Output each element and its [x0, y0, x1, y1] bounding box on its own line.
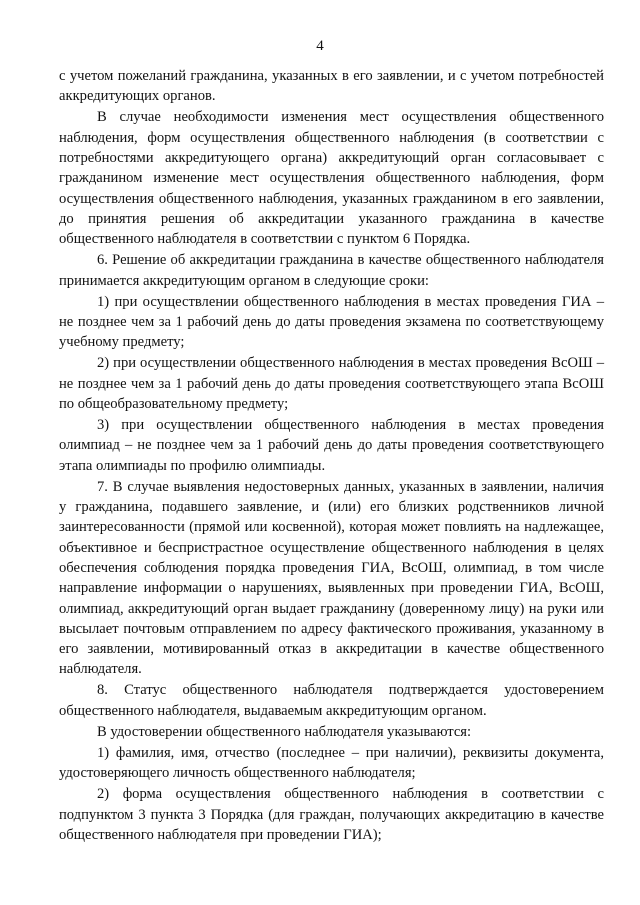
paragraph-clause-6: 6. Решение об аккредитации гражданина в качестве общественного наблюдателя принимается аккредитующим органом в следующие сроки: — [59, 252, 604, 289]
paragraph-clause-6-item-1: 1) при осуществлении общественного наблюдения в местах проведения ГИА – не позднее чем за 1 рабочий день до даты проведения экзамена по соответствующему учебному предмету; — [59, 293, 604, 351]
paragraph-continuation: с учетом пожеланий гражданина, указанных в его заявлении, и с учетом потребностей аккредитующих органов. — [59, 68, 604, 105]
paragraph-clause-7: 7. В случае выявления недостоверных данных, указанных в заявлении, наличия у гражданина, подавшего заявление, и (или) его близких родственников личной заинтересованности (прямой или косвенной), которая может повлиять на надлежащее, объективное и беспристрастное осуществление общественного наблюдения в целях обеспечения соблюдения порядка проведения ГИА, ВсОШ, олимпиад, в том числе направление информации о нарушениях, выявленных при проведении ГИА, ВсОШ, олимпиад, аккредитующий орган выдает гражданину (доверенному лицу) на руки или высылает почтовым отправлением по адресу фактического проживания, указанному в его заявлении, мотивированный отказ в аккредитации в качестве общественного наблюдателя. — [59, 478, 604, 678]
paragraph-certificate-item-1: 1) фамилия, имя, отчество (последнее – при наличии), реквизиты документа, удостоверяющего личность общественного наблюдателя; — [59, 744, 604, 782]
paragraph-change-of-places: В случае необходимости изменения мест осуществления общественного наблюдения, форм осуществления общественного наблюдения (в соответствии с потребностями аккредитующего органа) аккредитующий орган согласовывает с гражданином изменение мест осуществления общественного наблюдения, форм осуществления общественного наблюдения, указанных гражданином в его заявлении, до принятия решения об аккредитации указанного гражданина в качестве общественного наблюдателя в соответствии с пунктом 6 Порядка. — [59, 109, 604, 248]
paragraph-certificate-item-2: 2) форма осуществления общественного наблюдения в соответствии с подпунктом 3 пункта 3 Порядка (для граждан, получающих аккредитацию в качестве общественного наблюдателя при проведении ГИА); — [59, 786, 604, 843]
document-body — [59, 66, 604, 846]
paragraph-clause-6-item-3: 3) при осуществлении общественного наблюдения в местах проведения олимпиад – не позднее чем за 1 рабочий день до даты проведения соответствующего этапа олимпиады по профилю олимпиады. — [59, 417, 604, 474]
paragraph-certificate-intro: В удостоверении общественного наблюдателя указываются: — [97, 723, 472, 740]
paragraph-clause-6-item-2: 2) при осуществлении общественного наблюдения в местах проведения ВсОШ – не позднее чем за 1 рабочий день до даты проведения соответствующего этапа ВсОШ по общеобразовательному предмету; — [59, 355, 604, 412]
page-number: 4 — [316, 38, 324, 54]
paragraph-clause-8: 8. Статус общественного наблюдателя подтверждается удостоверением общественного наблюдателя, выдаваемым аккредитующим органом. — [59, 682, 604, 719]
